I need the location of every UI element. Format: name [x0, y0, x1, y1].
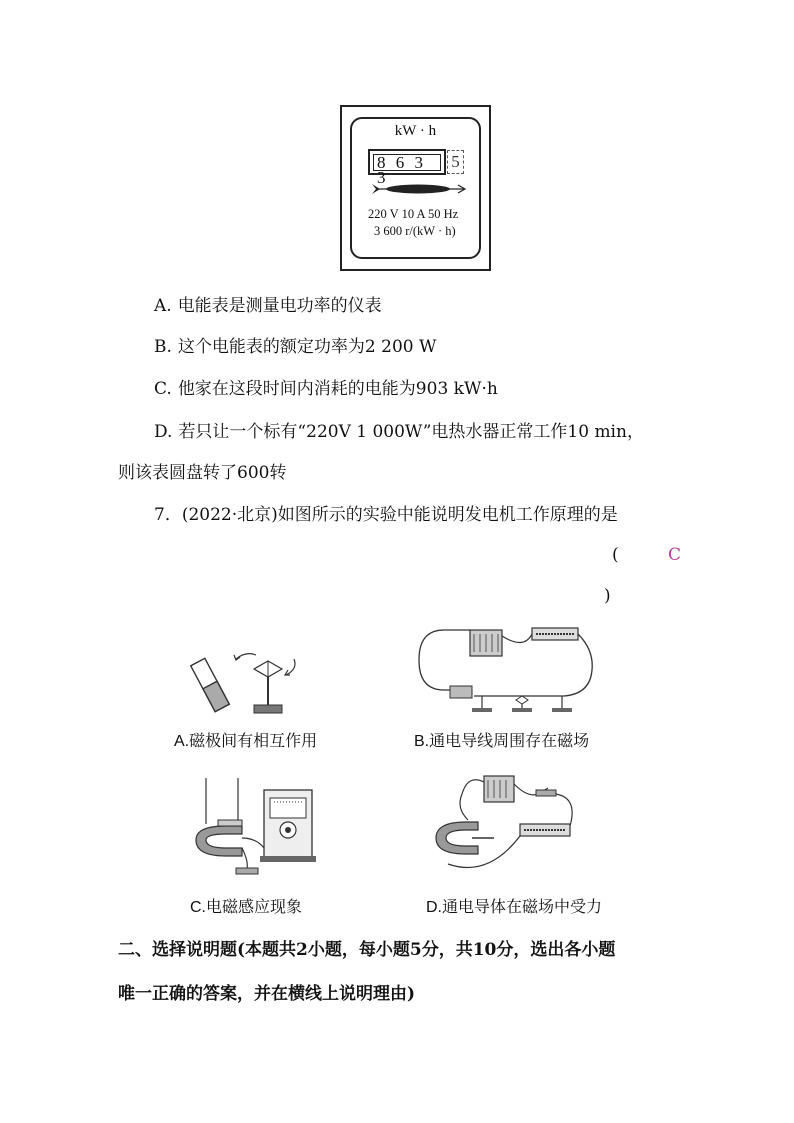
option-letter: C. — [154, 379, 172, 399]
option-d — [154, 420, 644, 444]
figure-a-caption: A.磁极间有相互作用 — [174, 733, 318, 750]
question-7-stem: 7．(2022·北京)如图所示的实验中能说明发电机工作原理的是 — [154, 505, 618, 525]
answer-bracket-close: ) — [604, 586, 611, 606]
option-b — [154, 335, 436, 359]
answer-bracket-open: ( — [612, 545, 619, 565]
option-letter: D. — [154, 422, 173, 442]
figure-c-caption: C.电磁感应现象 — [190, 899, 303, 916]
section-2-heading-line-1: 二、选择说明题(本题共2小题，每小题5分，共10分，选出各小题 — [118, 940, 616, 960]
meter-digit-window — [368, 149, 446, 187]
option-text: 电能表是测量电功率的仪表 — [177, 296, 382, 316]
figure-a-magnet-compass — [188, 645, 318, 720]
electric-meter-figure — [340, 105, 491, 271]
meter-face — [350, 117, 481, 259]
meter-spec-line-1: 220 V 10 A 50 Hz — [368, 207, 459, 221]
option-text: 若只让一个标有“220V 1 000W”电热水器正常工作10 min， — [178, 422, 644, 442]
meter-decimal-digit: 5 — [447, 150, 464, 174]
figure-d-motor-apparatus — [428, 768, 590, 886]
option-a — [154, 294, 382, 318]
meter-unit-label: kW · h — [394, 123, 437, 139]
meter-reading: 8 6 3 3 — [373, 154, 441, 171]
section-2-heading-line-2: 唯一正确的答案，并在横线上说明理由) — [118, 984, 416, 1004]
option-letter: B. — [154, 337, 172, 357]
figure-b-circuit — [414, 620, 594, 720]
meter-spec-line-2: 3 600 r/(kW · h) — [374, 224, 456, 238]
option-c — [154, 377, 498, 401]
figure-c-induction-apparatus — [186, 768, 322, 886]
answer-choice: C — [668, 545, 682, 565]
option-text: 这个电能表的额定功率为2 200 W — [177, 337, 437, 357]
meter-disc-arrow-icon — [366, 181, 470, 197]
figure-b-caption: B.通电导线周围存在磁场 — [414, 733, 590, 750]
option-text: 他家在这段时间内消耗的电能为903 kW·h — [177, 379, 498, 399]
figure-d-caption: D.通电导体在磁场中受力 — [426, 899, 603, 916]
option-d-continued: 则该表圆盘转了600转 — [118, 463, 287, 483]
option-letter: A. — [154, 296, 172, 316]
